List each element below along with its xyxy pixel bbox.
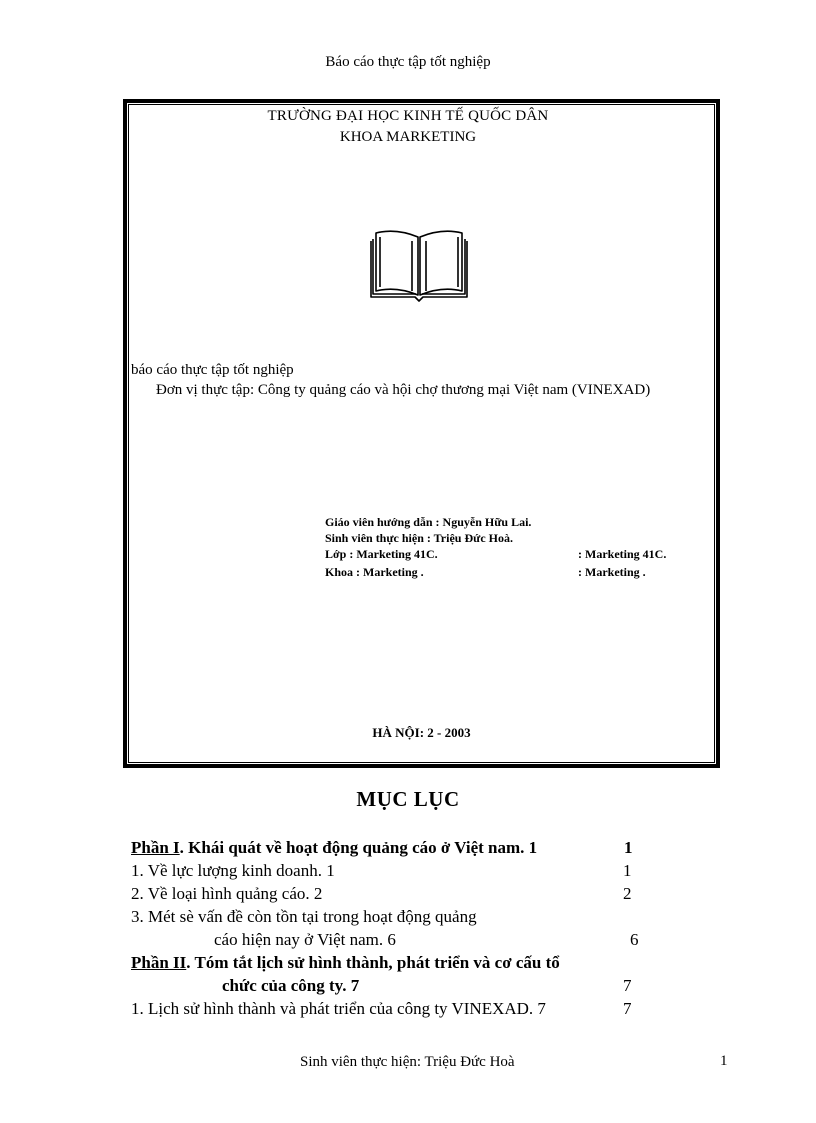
toc-title: MỤC LỤC [356,787,460,811]
cover-frame-inner [128,104,715,763]
faculty-line: Khoa : Marketing . [325,565,424,579]
toc-part-label: Phần I [131,838,180,857]
student-line: Sinh viên thực hiện : Triệu Đức Hoà. [325,531,513,545]
university-name: TRƯỜNG ĐẠI HỌC KINH TẾ QUỐC DÂN [267,108,549,124]
footer-author: Sinh viên thực hiện: Triệu Đức Hoà [300,1054,515,1070]
place-date: HÀ NỘI: 2 - 2003 [372,725,471,740]
toc-page-number: 1 [624,838,633,857]
running-header: Báo cáo thực tập tốt nghiệp [325,54,491,70]
toc-part-label: Phần II [131,953,187,972]
toc-item-2-1[interactable]: 1. Lịch sử hình thành và phát triển của công ty VINEXAD. 7 [131,999,546,1018]
toc-item-1-3[interactable]: 3. Mét sè vấn đề còn tồn tại trong hoạt động quảng [131,907,477,926]
toc-item-part-2[interactable] [131,953,560,973]
faculty-name: KHOA MARKETING [339,129,477,145]
toc-page-number: 7 [623,976,632,995]
page-number: 1 [720,1053,728,1069]
open-book-icon [368,223,470,305]
toc-item-text: . Tóm tắt lịch sử hình thành, phát triển và cơ cấu tổ [186,953,560,972]
toc-item-1-2[interactable]: 2. Về loại hình quảng cáo. 2 [131,884,323,903]
toc-page-number: 1 [623,861,632,880]
internship-unit: Đơn vị thực tập: Công ty quảng cáo và hội chợ thương mại Việt nam (VINEXAD) [156,382,651,398]
toc-page-number: 2 [623,884,632,903]
toc-page-number: 6 [630,930,639,949]
report-title: báo cáo thực tập tốt nghiệp [131,362,294,378]
toc-item-continuation[interactable]: cáo hiện nay ở Việt nam. 6 [214,930,396,949]
toc-item-1-1[interactable]: 1. Về lực lượng kinh doanh. 1 [131,861,335,880]
toc-item-part-1[interactable] [131,838,537,858]
supervisor-line: Giáo viên hướng dẫn : Nguyễn Hữu Lai. [325,515,532,529]
class-line: Lớp : Marketing 41C. [325,547,438,561]
faculty-line-duplicate: : Marketing . [578,565,646,579]
class-line-duplicate: : Marketing 41C. [578,547,667,561]
toc-item-text: . Khái quát về hoạt động quảng cáo ở Việt nam. 1 [179,838,538,857]
toc-page-number: 7 [623,999,632,1018]
toc-item-continuation[interactable]: chức của công ty. 7 [222,976,360,995]
